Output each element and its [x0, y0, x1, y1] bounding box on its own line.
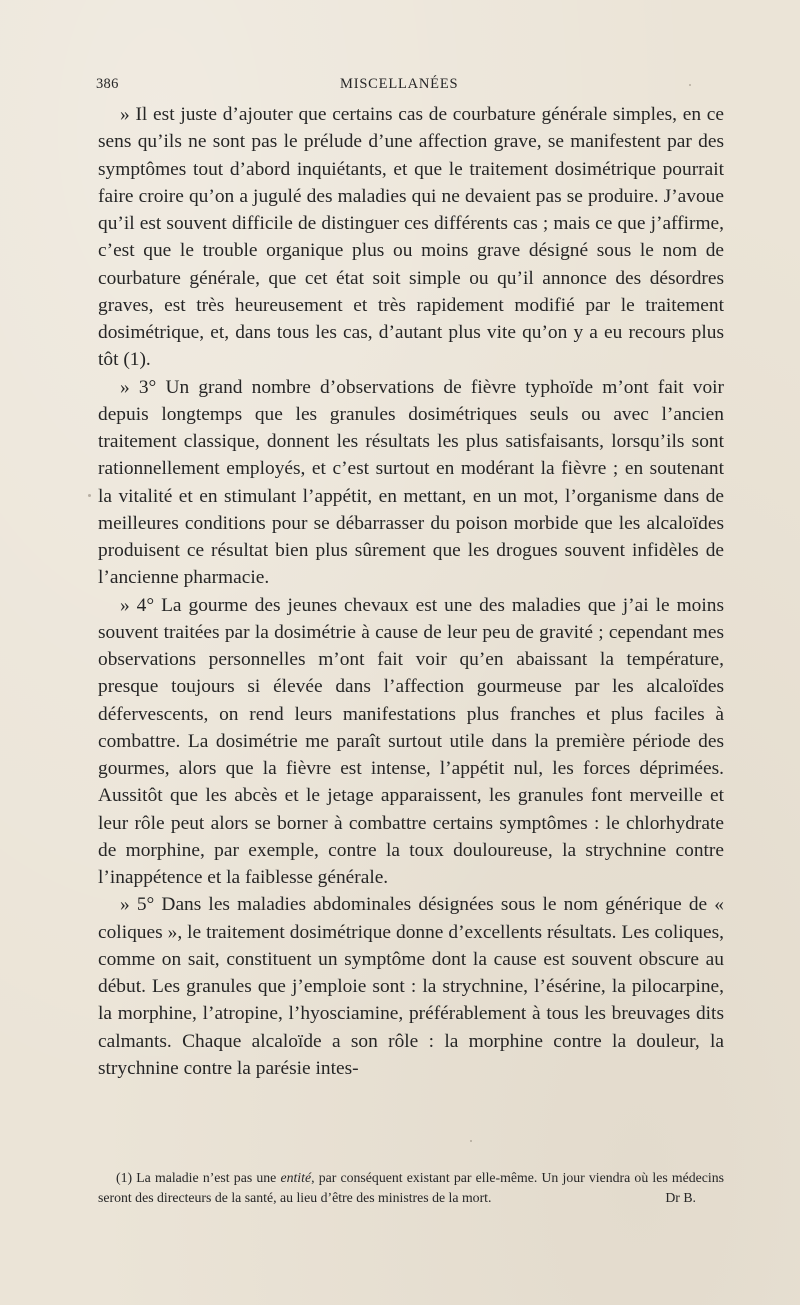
page-header [96, 76, 726, 96]
footnote-emphasis: entité [280, 1170, 312, 1185]
paragraph-courbature: » Il est juste d’ajouter que certains cas de courbature générale simples, en ce sens qu’ils ne sont pas le prélude d’une affection grave, se manifestent par des symptômes tout d’abord inquiétants, et que le traitement dosimétrique pourrait faire croire qu’on a jugulé des maladies qui ne devaient pas se produire. J’avoue qu’il est souvent difficile de distinguer ces différents cas ; mais ce que j’affirme, c’est que le trouble organique plus ou moins grave désigné sous le nom de courbature générale, que cet état soit simple ou qu’il annonce des désordres graves, est très heureusement et très rapidement modifié par le traitement dosimétrique, et, dans tous les cas, d’autant plus vite qu’on y a eu recours plus tôt (1). [98, 104, 724, 371]
footnote [98, 1168, 724, 1208]
body-text [98, 101, 724, 1082]
page-number: 386 [96, 76, 119, 92]
paragraph-fievre-typhoide: » 3° Un grand nombre d’observations de fièvre typhoïde m’ont fait voir depuis longtemps que les granules dosimétriques seuls ou avec l’ancien traitement classique, donnent les résultats les plus satisfaisants, lorsqu’ils sont rationnellement employés, et c’est surtout en modérant la fièvre ; en soutenant la vitalité et en stimulant l’appétit, en mettant, en un mot, l’organisme dans de meilleures conditions pour se débarrasser du poison morbide que les alcaloïdes produisent ce résultat bien plus sûrement que les drogues souvent infidèles de l’ancienne pharmacie. [98, 376, 724, 589]
paper-speck [689, 84, 691, 86]
running-title: MISCELLANÉES [340, 76, 459, 92]
paragraph-gourme: » 4° La gourme des jeunes chevaux est une des maladies que j’ai le moins souvent traitées par la dosimétrie à cause de leur peu de gravité ; cependant mes observations personnelles m’ont fait voir qu’en abaissant la température, presque toujours si élevée dans l’affection gourmeuse par les alcaloïdes défervescents, on rend leurs manifestations plus franches et plus faciles à combattre. La dosimétrie me paraît surtout utile dans la première période des gourmes, alors que la fièvre est intense, l’appétit nul, les forces déprimées. Aussitôt que les abcès et le jetage apparaissent, les granules font merveille et leur rôle peut alors se borner à combattre certains symptômes : le chlorhydrate de morphine, par exemple, contre la toux douloureuse, la strychnine contre l’inappétence et la faiblesse générale. [98, 594, 724, 888]
paper-speck [470, 1140, 472, 1142]
footnote-text-before: (1) La maladie n’est pas une [116, 1170, 281, 1185]
footnote-text-after: , par conséquent existant par elle-même. Un jour viendra où les médecins seront des directeurs de la santé, au lieu d’être des ministres de la mort. [98, 1170, 724, 1205]
paragraph-coliques: » 5° Dans les maladies abdominales désignées sous le nom générique de « coliques », le traitement dosimétrique donne d’excellents résultats. Les coliques, comme on sait, constituent un symptôme dont la cause est souvent obscure au début. Les granules que j’emploie sont : la strychnine, l’ésérine, la pilocarpine, la morphine, l’atropine, l’hyosciamine, préférablement à tous les breuvages dits calmants. Chaque alcaloïde a son rôle : la morphine contre la douleur, la strychnine contre la parésie intes- [98, 894, 724, 1079]
footnote-signature: Dr B. [665, 1190, 696, 1205]
paper-speck [356, 905, 358, 907]
paper-speck [88, 494, 91, 497]
footnote-paragraph [98, 1168, 724, 1208]
